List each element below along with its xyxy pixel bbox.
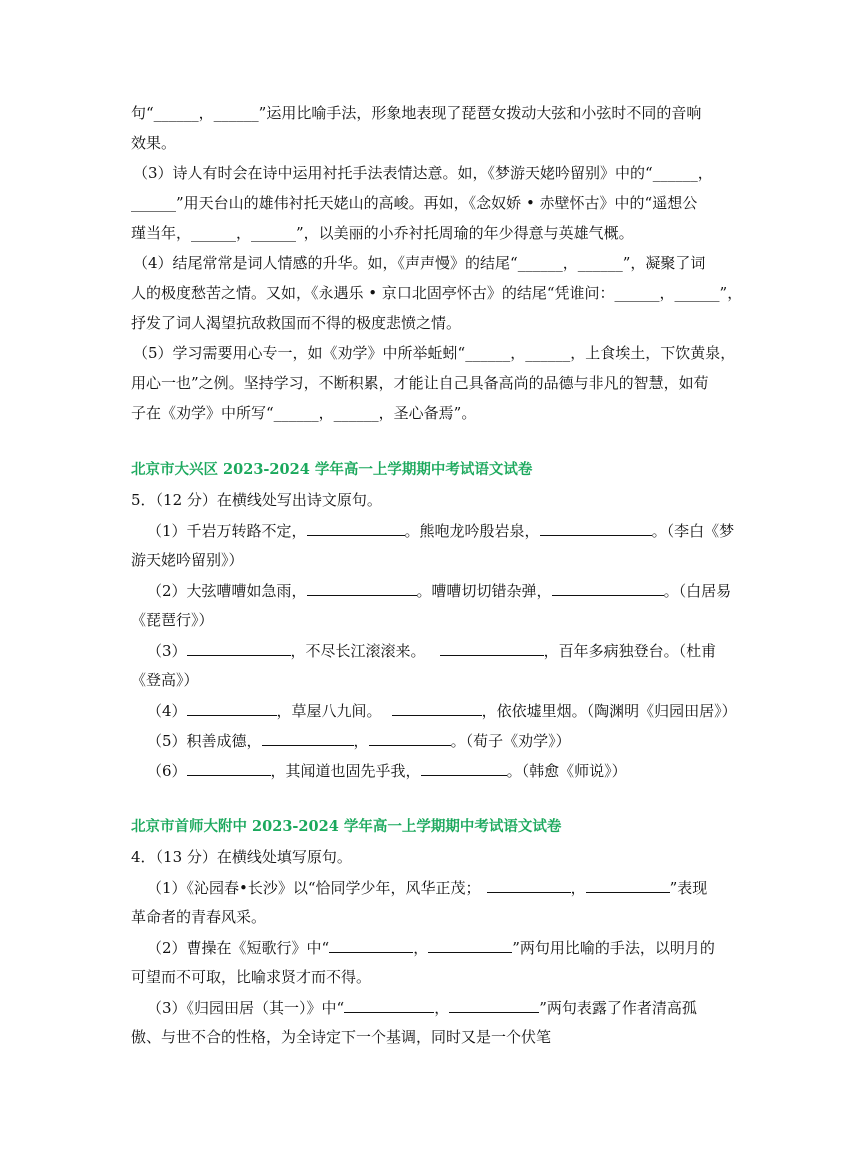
text-line: 傲、与世不合的性格，为全诗定下一个基调，同时又是一个伏笔 <box>131 1028 552 1046</box>
question-item <box>147 700 737 721</box>
item-text: （3）《归园田居（其一）》中“ <box>147 999 345 1017</box>
item-text: 。（韩愈《师说》） <box>506 762 627 780</box>
answer-blank[interactable] <box>487 877 571 893</box>
question-title: 4．（13 分）在横线处填写原句。 <box>131 848 352 866</box>
answer-blank[interactable] <box>187 760 271 776</box>
text-line: 游天姥吟留别》） <box>131 551 244 569</box>
text-line: 抒发了词人渴望抗敌救国而不得的极度悲愤之情。 <box>131 314 462 332</box>
item-text: ， <box>413 939 429 957</box>
item-text: （4） <box>147 702 187 720</box>
text-line: 革命者的青春风采。 <box>131 908 267 926</box>
answer-blank[interactable] <box>586 877 670 893</box>
question-item <box>147 877 707 898</box>
text-line: 《登高》） <box>131 671 199 689</box>
text-line: 人的极度愁苦之情。又如，《永遇乐 • 京口北固亭怀古》的结尾“凭谁问：______，______”， <box>131 284 743 302</box>
item-text: ，草屋八九间。 <box>276 702 382 720</box>
answer-blank[interactable] <box>392 700 482 716</box>
item-text: ， <box>570 879 586 897</box>
item-text: 。（白居易 <box>663 582 732 600</box>
text-line: 瑾当年，______，______”，以美丽的小乔衬托周瑜的年少得意与英雄气概。 <box>131 224 634 242</box>
answer-blank[interactable] <box>187 700 277 716</box>
item-text: ”表现 <box>669 879 708 897</box>
text-line: （4）结尾常常是词人情感的升华。如，《声声慢》的结尾“______，______”，凝聚了词 <box>133 254 706 272</box>
answer-blank[interactable] <box>329 937 413 953</box>
text-line: 句“______，______”运用比喻手法，形象地表现了琵琶女拨动大弦和小弦时不同的音响 <box>131 104 702 122</box>
item-text: ，不尽长江滚滚来。 <box>290 642 426 660</box>
item-text: ，依依墟里烟。（陶渊明《归园田居》） <box>481 702 737 720</box>
item-text: ，其闻道也固先乎我， <box>270 762 421 780</box>
item-text: （2）大弦嘈嘈如急雨， <box>147 582 307 600</box>
text-line: （3）诗人有时会在诗中运用衬托手法表情达意。如，《梦游天姥吟留别》中的“______， <box>133 164 713 182</box>
question-item <box>147 520 734 541</box>
question-item <box>147 640 716 661</box>
text-line: 子在《劝学》中所写“______，______，圣心备焉”。 <box>131 404 477 422</box>
answer-blank[interactable] <box>449 997 539 1013</box>
answer-blank[interactable] <box>552 580 664 596</box>
answer-blank[interactable] <box>540 520 652 536</box>
text-line: 可望而不可取，比喻求贤才而不得。 <box>131 968 372 986</box>
question-item <box>147 760 627 781</box>
answer-blank[interactable] <box>307 580 417 596</box>
item-text: （2）曹操在《短歌行》中“ <box>147 939 330 957</box>
item-text: （5）积善成德， <box>147 732 262 750</box>
item-text: 。嘈嘈切切错杂弹， <box>416 582 552 600</box>
item-text: ， <box>434 999 450 1017</box>
section-heading: 北京市首师大附中 2023-2024 学年高一上学期期中考试语文试卷 <box>131 818 562 835</box>
text-line: 效果。 <box>131 134 177 152</box>
answer-blank[interactable] <box>421 760 507 776</box>
item-text: ，百年多病独登台。（杜甫 <box>543 642 717 660</box>
text-line: 《琵琶行》） <box>131 611 214 629</box>
question-item <box>147 580 731 601</box>
question-title: 5．（12 分）在横线处写出诗文原句。 <box>131 491 382 509</box>
answer-blank[interactable] <box>307 520 405 536</box>
item-text: ”两句表露了作者清高孤 <box>539 999 697 1017</box>
answer-blank[interactable] <box>440 640 544 656</box>
answer-blank[interactable] <box>369 730 451 746</box>
item-text: （6） <box>147 762 187 780</box>
question-item <box>147 997 697 1018</box>
text-line: （5）学习需要用心专一，如《劝学》中所举蚯蚓“______，______，上食埃土，下饮黄泉， <box>133 344 736 362</box>
item-text: ”两句用比喻的手法，以明月的 <box>512 939 715 957</box>
question-item <box>147 937 715 958</box>
section-heading: 北京市大兴区 2023-2024 学年高一上学期期中考试语文试卷 <box>131 461 533 478</box>
answer-blank[interactable] <box>428 937 512 953</box>
item-text: （1）千岩万转路不定， <box>147 522 307 540</box>
question-item <box>147 730 571 751</box>
answer-blank[interactable] <box>344 997 434 1013</box>
item-text: （3） <box>147 642 187 660</box>
text-line: ______”用天台山的雄伟衬托天姥山的高峻。再如，《念奴娇 • 赤壁怀古》中的“遥想公 <box>131 194 698 212</box>
answer-blank[interactable] <box>187 640 291 656</box>
item-text: 。熊咆龙吟殷岩泉， <box>404 522 540 540</box>
text-line: 用心一也”之例。坚持学习，不断积累，才能让自己具备高尚的品德与非凡的智慧，如荀 <box>131 374 709 392</box>
item-text: ， <box>353 732 369 750</box>
answer-blank[interactable] <box>262 730 354 746</box>
item-text: （1）《沁园春•长沙》以“恰同学少年，风华正茂； <box>147 879 481 897</box>
item-text: 。（荀子《劝学》） <box>450 732 571 750</box>
item-text: 。（李白《梦 <box>651 522 735 540</box>
